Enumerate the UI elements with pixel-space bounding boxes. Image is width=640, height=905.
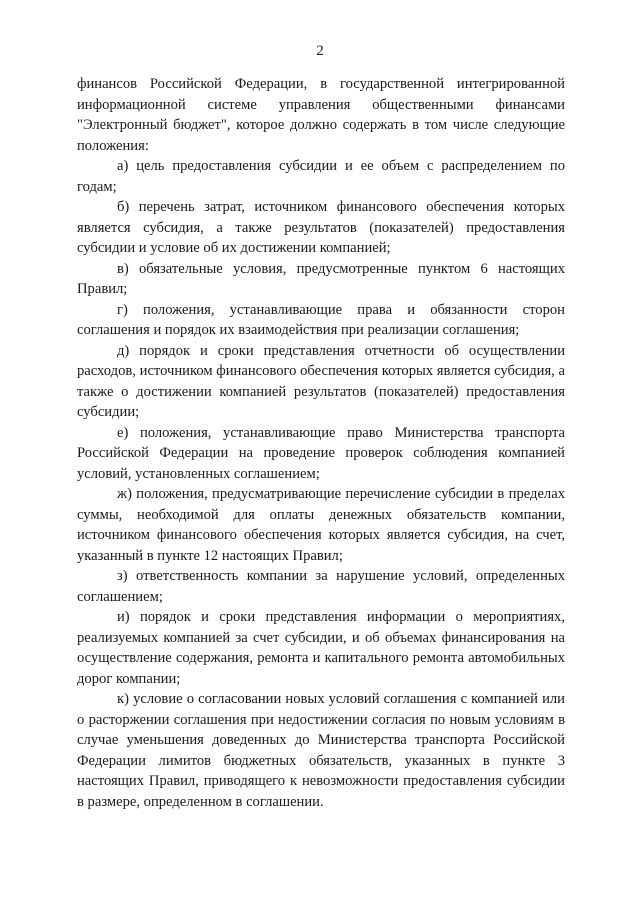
paragraph-intro: финансов Российской Федерации, в государственной интегрированной информационной системе управления общественными финансами "Электронный бюджет", которое должно содержать в том числе следующие положения:	[77, 76, 565, 154]
paragraph-item-b: б) перечень затрат, источником финансового обеспечения которых является субсидия, а также результатов (показателей) предоставления субсидии и условие об их достижении компанией;	[77, 199, 565, 256]
document-body	[77, 74, 565, 812]
paragraph-item-i: и) порядок и сроки представления информации о мероприятиях, реализуемых компанией за счет субсидии, и об объемах финансирования на осуществление содержания, ремонта и капитального ремонта автомобильных дорог компании;	[77, 609, 565, 687]
paragraph-item-a: а) цель предоставления субсидии и ее объем с распределением по годам;	[77, 158, 565, 195]
paragraph-item-d: д) порядок и сроки представления отчетности об осуществлении расходов, источником финансового обеспечения которых является субсидия, а также о достижении компанией результатов (показателей) предоставления субсидии;	[77, 342, 565, 420]
paragraph-item-z: з) ответственность компании за нарушение условий, определенных соглашением;	[77, 568, 565, 605]
paragraph-item-k: к) условие о согласовании новых условий соглашения с компанией или о расторжении соглашения при недостижении согласия по новым условиям в случае уменьшения доведенных до Министерства транспорта Российской Федерации лимитов бюджетных обязательств, указанных в пункте 3 настоящих Правил, приводящего к невозможности предоставления субсидии в размере, определенном в соглашении.	[77, 691, 565, 810]
paragraph-item-zh: ж) положения, предусматривающие перечисление субсидии в пределах суммы, необходимой для оплаты денежных обязательств компании, источником финансового обеспечения которых является субсидия, на счет, указанный в пункте 12 настоящих Правил;	[77, 486, 565, 564]
paragraph-item-g: г) положения, устанавливающие права и обязанности сторон соглашения и порядок их взаимодействия при реализации соглашения;	[77, 301, 565, 338]
paragraph-item-v: в) обязательные условия, предусмотренные пунктом 6 настоящих Правил;	[77, 260, 565, 297]
paragraph-item-e: е) положения, устанавливающие право Министерства транспорта Российской Федерации на проведение проверок соблюдения компанией условий, установленных соглашением;	[77, 424, 565, 482]
page-number: 2	[316, 43, 324, 59]
